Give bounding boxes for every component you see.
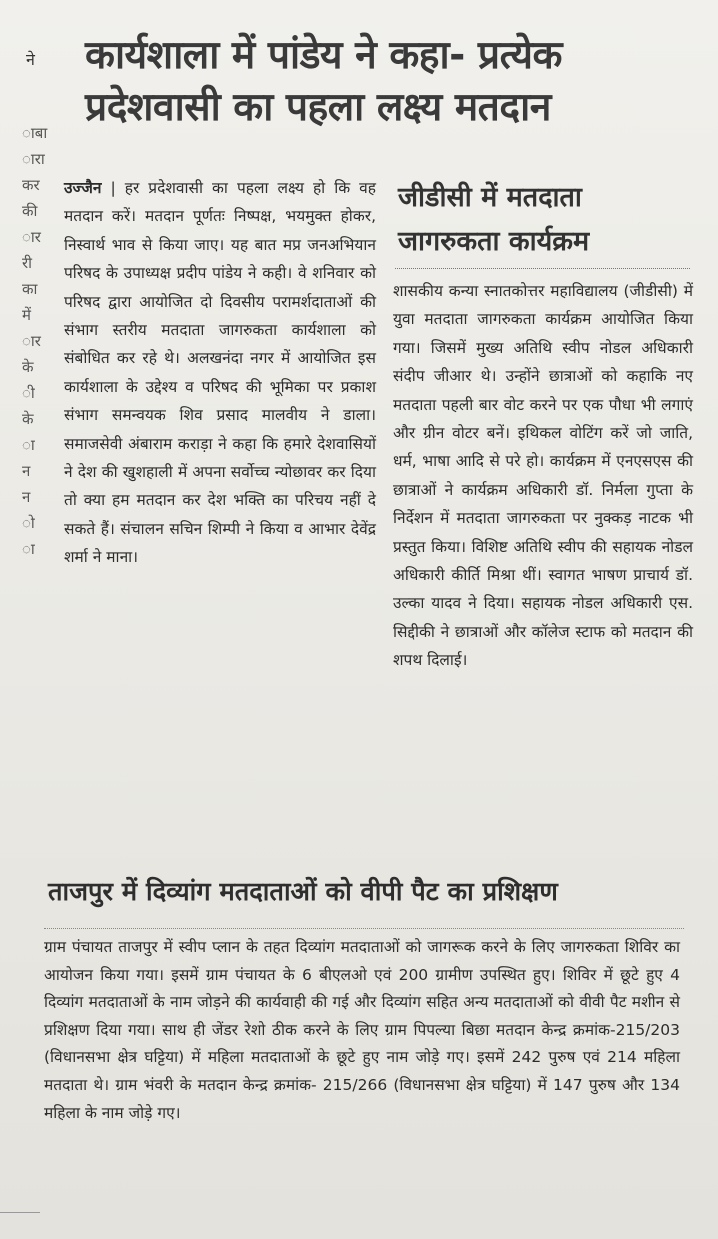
- edge-fragment: का: [22, 280, 38, 298]
- main-headline: [85, 30, 705, 134]
- edge-fragment: ा: [22, 436, 35, 454]
- clipping-edge-mark: [0, 1212, 40, 1213]
- tajpur-divider: [44, 928, 684, 929]
- edge-fragment: के: [22, 410, 34, 428]
- edge-fragment: न: [22, 462, 31, 480]
- gdc-story-body: शासकीय कन्या स्नातकोत्तर महाविद्यालय (जीडीसी) में युवा मतदाता जागरुकता कार्यक्रम आयोजित किया गया। जिसमें मुख्य अतिथि स्वीप नोडल अधिकारी संदीप जीआर थे। उन्होंने छात्राओं को कहाकि नए मतदाता पहली बार वोट करने पर एक पौधा भी लगाएं और ग्रीन वोटर बनें। इथिकल वोटिंग करें जो जाति, धर्म, भाषा आदि से परे हो। कार्यक्रम में एनएसएस की छात्राओं ने कार्यक्रम अधिकारी डॉ. निर्मला गुप्ता के निर्देशन में मतदाता जागरुकता पर नुक्कड़ नाटक भी प्रस्तुत किया। विशिष्ट अतिथि स्वीप की सहायक नोडल अधिकारी कीर्ति मिश्रा थीं। स्वागत भाषण प्राचार्य डॉ. उल्का यादव ने दिया। सहायक नोडल अधिकारी एस. सिद्दीकी ने छात्राओं और कॉलेज स्टाफ को मतदान की शपथ दिलाई।: [393, 282, 693, 670]
- main-headline-line1: कार्यशाला में पांडेय ने कहा- प्रत्येक: [85, 33, 562, 78]
- edge-fragment: ार: [22, 228, 41, 246]
- tajpur-story-body: ग्राम पंचायत ताजपुर में स्वीप प्लान के तहत दिव्यांग मतदाताओं को जागरूक करने के लिए जागरुकता शिविर का आयोजन किया गया। इसमें ग्राम पंचायत के 6 बीएलओ एवं 200 ग्रामीण उपस्थित हुए। शिविर में छूटे हुए 4 दिव्यांग मतदाताओं के नाम जोड़ने की कार्यवाही की गई और दिव्यांग सहित अन्य मतदाताओं को वीवी पैट मशीन से प्रशिक्षण दिया गया। साथ ही जेंडर रेशो ठीक करने के लिए ग्राम पिपल्या बिछा मतदान केन्द्र क्रमांक-215/203 (विधानसभा क्षेत्र घट्टिया) में महिला मतदाताओं के छूटे हुए नाम जोड़े गए। इसमें 242 पुरुष एवं 214 महिला मतदाता थे। ग्राम भंवरी के मतदान केन्द्र क्रमांक- 215/266 (विधानसभा क्षेत्र घट्टिया) में 147 पुरुष और 134 महिला के नाम जोड़े गए।: [44, 938, 680, 1122]
- gdc-headline: [398, 176, 698, 264]
- gdc-headline-line2: जागरुकता कार्यक्रम: [398, 226, 590, 257]
- edge-fragment: न: [22, 488, 31, 506]
- adjacent-column-fragments: [22, 120, 48, 680]
- edge-fragment: ा: [22, 540, 35, 558]
- gdc-divider: [395, 268, 690, 269]
- tajpur-headline: ताजपुर में दिव्यांग मतदाताओं को वीपी पैट का प्रशिक्षण: [48, 877, 558, 907]
- adjacent-column-fragment-top: ने: [26, 50, 35, 69]
- edge-fragment: री: [22, 254, 33, 272]
- main-headline-line2: प्रदेशवासी का पहला लक्ष्य मतदान: [85, 85, 551, 130]
- edge-fragment: ी: [22, 384, 35, 402]
- edge-fragment: में: [22, 306, 31, 324]
- edge-fragment: कर: [22, 176, 40, 194]
- edge-fragment: ाबा: [22, 124, 48, 142]
- main-story-text: | हर प्रदेशवासी का पहला लक्ष्य हो कि वह मतदान करें। मतदान पूर्णतः निष्पक्ष, भयमुक्त होकर, निस्वार्थ भाव से किया जाए। यह बात मप्र जनअभियान परिषद के उपाध्यक्ष प्रदीप पांडेय ने कही। वे शनिवार को परिषद द्वारा आयोजित दो दिवसीय परामर्शदाताओं की संभाग स्तरीय मतदाता जागरुकता कार्यशाला को संबोधित कर रहे थे। अलखनंदा नगर में आयोजित इस कार्यशाला के उद्देश्य व परिषद की भूमिका पर प्रकाश संभाग समन्वयक शिव प्रसाद मालवीय ने डाला। समाजसेवी अंबाराम कराड़ा ने कहा कि हमारे देशवासियों ने देश की खुशहाली में अपना सर्वोच्च न्योछावर कर दिया तो क्या हम मतदान कर देश भक्ति का परिचय नहीं दे सकते हैं। संचालन सचिन शिम्पी ने किया व आभार देवेंद्र शर्मा ने माना।: [64, 179, 376, 567]
- edge-fragment: की: [22, 202, 38, 220]
- edge-fragment: ारा: [22, 150, 45, 168]
- gdc-headline-line1: जीडीसी में मतदाता: [398, 182, 582, 213]
- edge-fragment: ार: [22, 332, 41, 350]
- edge-fragment: के: [22, 358, 34, 376]
- dateline: उज्जैन: [64, 179, 102, 197]
- main-story-body: [64, 174, 376, 572]
- edge-fragment: ो: [22, 514, 35, 532]
